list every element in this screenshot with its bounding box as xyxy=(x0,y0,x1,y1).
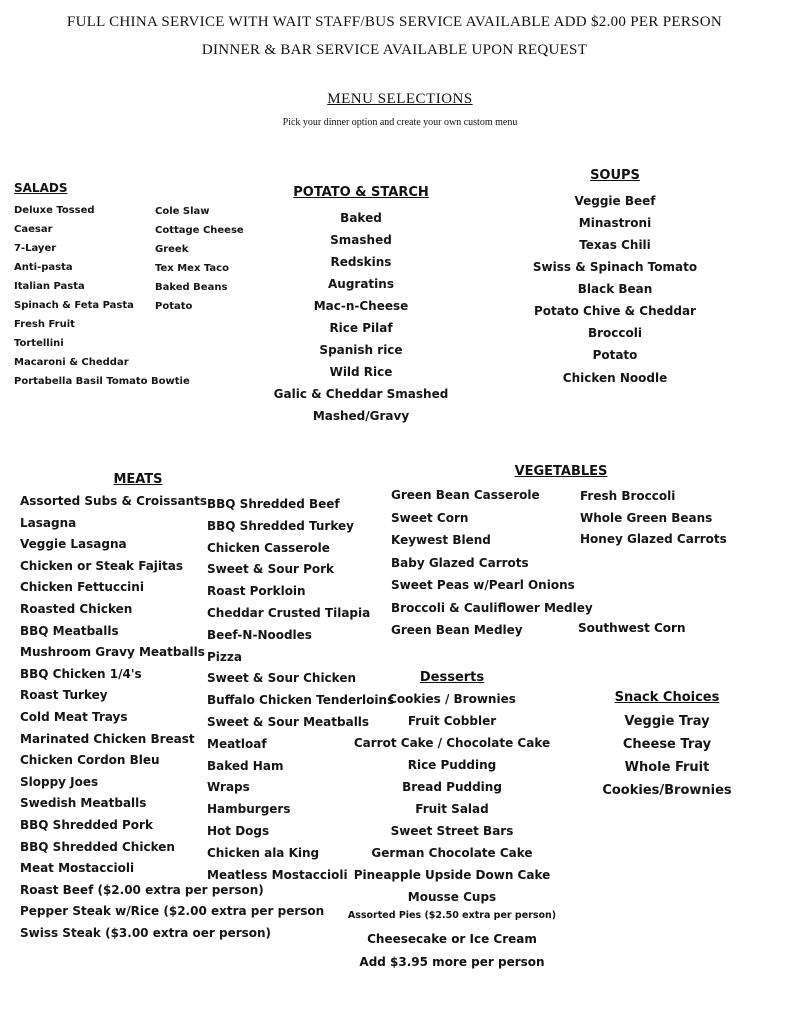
vegetables-southwest-corn: Southwest Corn xyxy=(578,621,686,635)
list-item: Macaroni & Cheddar xyxy=(14,357,129,368)
list-item: BBQ Shredded Pork xyxy=(20,817,153,832)
list-item: Tex Mex Taco xyxy=(155,263,229,274)
list-item: Baked Beans xyxy=(155,282,228,293)
list-item: Whole Green Beans xyxy=(580,510,713,525)
list-item: Portabella Basil Tomato Bowtie xyxy=(14,376,190,387)
list-item: Caesar xyxy=(14,224,53,235)
list-item: Chicken ala King xyxy=(207,845,320,860)
list-item: Deluxe Tossed xyxy=(14,205,95,216)
list-item: 7-Layer xyxy=(14,243,57,254)
salads-list-2 xyxy=(155,202,244,316)
list-item: Cole Slaw xyxy=(155,206,210,217)
list-item: Lasagna xyxy=(20,515,77,530)
header-service-line: FULL CHINA SERVICE WITH WAIT STAFF/BUS SERVICE AVAILABLE ADD $2.00 PER PERSON xyxy=(66,14,723,30)
list-item: Chicken or Steak Fajitas xyxy=(20,558,184,573)
list-item: Swiss Steak ($3.00 extra oer person) xyxy=(20,925,272,940)
list-item: Fruit Salad xyxy=(415,802,489,816)
list-item: Cheese Tray xyxy=(622,737,712,752)
list-item: Sloppy Joes xyxy=(20,774,99,789)
list-item: Meatless Mostaccioli xyxy=(207,867,348,882)
page-title: MENU SELECTIONS xyxy=(327,91,473,107)
list-item: Fresh Broccoli xyxy=(580,489,676,503)
vegetables-heading: VEGETABLES xyxy=(514,464,608,479)
list-item: Meat Mostaccioli xyxy=(20,861,135,876)
desserts-price-note: Add $3.95 more per person xyxy=(359,955,545,969)
list-item: Redskins xyxy=(330,255,392,269)
desserts-cheesecake: Cheesecake or Ice Cream xyxy=(367,932,537,946)
list-item: Veggie Beef xyxy=(574,194,656,208)
list-item: Pepper Steak w/Rice ($2.00 extra per person xyxy=(20,904,325,919)
soups-heading: SOUPS xyxy=(590,168,640,183)
list-item: Keywest Blend xyxy=(391,533,491,547)
list-item: BBQ Shredded Turkey xyxy=(207,518,354,533)
desserts-list xyxy=(337,688,567,908)
list-item: Veggie Tray xyxy=(624,714,710,729)
list-item: Bread Pudding xyxy=(402,780,502,794)
list-item: Cottage Cheese xyxy=(155,225,244,236)
list-item: Whole Fruit xyxy=(624,760,710,775)
list-item: Texas Chili xyxy=(579,238,651,252)
list-item: Carrot Cake / Chocolate Cake xyxy=(353,736,551,750)
list-item: Smashed xyxy=(330,233,392,247)
desserts-heading: Desserts xyxy=(419,670,485,685)
list-item: Roast Beef ($2.00 extra per person) xyxy=(20,882,264,897)
list-item: BBQ Chicken 1/4's xyxy=(20,666,142,681)
list-item: Pizza xyxy=(207,649,242,664)
potato-list xyxy=(261,207,461,427)
list-item: Potato xyxy=(592,348,638,362)
list-item: Hamburgers xyxy=(207,802,291,817)
list-item: Sweet Peas w/Pearl Onions xyxy=(391,578,575,592)
list-item: Minastroni xyxy=(578,216,652,230)
list-item: Assorted Subs & Croissants xyxy=(20,494,208,508)
list-item: Rice Pudding xyxy=(407,758,497,772)
list-item: Augratins xyxy=(328,277,394,291)
list-item: Roasted Chicken xyxy=(20,601,133,616)
list-item: Meatloaf xyxy=(207,736,267,751)
list-item: Beef-N-Noodles xyxy=(207,627,312,642)
list-item: Sweet Street Bars xyxy=(390,824,514,838)
list-item: Baked Ham xyxy=(207,758,284,773)
list-item: Black Bean xyxy=(577,282,653,296)
list-item: Mushroom Gravy Meatballs xyxy=(20,645,205,660)
list-item: Mac-n-Cheese xyxy=(313,299,409,313)
list-item: Sweet & Sour Pork xyxy=(207,562,335,577)
list-item: Cheddar Crusted Tilapia xyxy=(207,605,371,620)
list-item: Broccoli & Cauliflower Medley xyxy=(391,600,593,615)
list-item: Honey Glazed Carrots xyxy=(580,532,727,546)
list-item: Chicken Cordon Bleu xyxy=(20,753,160,768)
list-item: Roast Porkloin xyxy=(207,584,306,599)
list-item: Tortellini xyxy=(14,338,64,349)
list-item: German Chocolate Cake xyxy=(371,846,533,860)
list-item: Potato xyxy=(155,301,193,312)
list-item: Chicken Noodle xyxy=(562,371,668,385)
list-item: Italian Pasta xyxy=(14,281,85,292)
list-item: Pineapple Upside Down Cake xyxy=(353,868,551,882)
list-item: Wild Rice xyxy=(329,365,393,379)
list-item: Cold Meat Trays xyxy=(20,709,128,724)
list-item: Marinated Chicken Breast xyxy=(20,731,195,746)
list-item: Anti-pasta xyxy=(14,262,73,273)
vegetables-list-1 xyxy=(391,484,593,642)
list-item: Fresh Fruit xyxy=(14,319,75,330)
header-dinner-bar-line: DINNER & BAR SERVICE AVAILABLE UPON REQUEST xyxy=(201,42,588,58)
list-item: Galic & Cheddar Smashed xyxy=(273,387,449,401)
list-item: Swiss & Spinach Tomato xyxy=(532,260,698,274)
list-item: Baby Glazed Carrots xyxy=(391,555,529,570)
list-item: Chicken Casserole xyxy=(207,540,330,555)
list-item: Green Bean Medley xyxy=(391,623,523,637)
list-item: BBQ Shredded Chicken xyxy=(20,839,175,854)
snacks-heading: Snack Choices xyxy=(614,690,720,705)
list-item: Sweet & Sour Meatballs xyxy=(207,714,370,729)
meats-heading: MEATS xyxy=(113,472,163,487)
list-item: BBQ Meatballs xyxy=(20,623,119,638)
soups-list xyxy=(515,190,715,388)
list-item: Wraps xyxy=(207,780,250,795)
list-item: Roast Turkey xyxy=(20,688,108,703)
list-item: Spanish rice xyxy=(319,343,403,357)
desserts-assorted-pies: Assorted Pies ($2.50 extra per person) xyxy=(347,910,557,921)
list-item: Sweet & Sour Chicken xyxy=(207,671,357,686)
list-item: Greek xyxy=(155,244,189,255)
list-item: Hot Dogs xyxy=(207,823,270,838)
list-item: Veggie Lasagna xyxy=(20,537,127,552)
list-item: BBQ Shredded Beef xyxy=(207,497,340,511)
list-item: Cookies / Brownies xyxy=(388,692,516,706)
salads-heading: SALADS xyxy=(14,181,68,195)
list-item: Mousse Cups xyxy=(407,890,497,904)
list-item: Potato Chive & Cheddar xyxy=(534,304,696,318)
list-item: Broccoli xyxy=(587,326,642,340)
list-item: Cookies/Brownies xyxy=(602,783,732,798)
potato-heading: POTATO & STARCH xyxy=(293,185,429,200)
page-subtitle: Pick your dinner option and create your own custom menu xyxy=(282,117,518,128)
list-item: Baked xyxy=(340,211,382,225)
list-item: Mashed/Gravy xyxy=(312,409,410,423)
snacks-list xyxy=(597,710,737,802)
list-item: Green Bean Casserole xyxy=(391,488,540,502)
list-item: Buffalo Chicken Tenderloins xyxy=(207,693,395,708)
list-item: Swedish Meatballs xyxy=(20,796,147,811)
list-item: Rice Pilaf xyxy=(329,321,393,335)
list-item: Fruit Cobbler xyxy=(407,714,497,728)
list-item: Sweet Corn xyxy=(391,510,469,525)
vegetables-list-2 xyxy=(580,486,727,551)
list-item: Spinach & Feta Pasta xyxy=(14,300,134,311)
list-item: Chicken Fettuccini xyxy=(20,580,144,595)
